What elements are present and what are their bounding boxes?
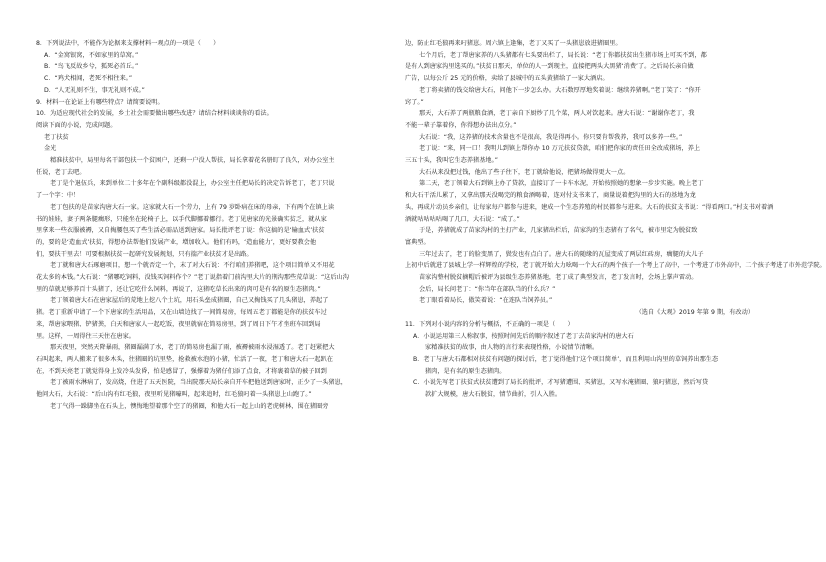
right-column-line: 是有人到唐家沟里选买的。”扶贫日那天，单位的人一到现主，直接把两头大黑猪‘消费’了。之后局长亲自做 [405, 63, 694, 71]
right-column-line: 三五十头，我叫它生态养猪基地。” [405, 157, 498, 165]
right-column-line: 老丁眼看着局长，傲笑着说：“在连队当饲养员。” [419, 297, 553, 305]
right-column-line: 那天，大石养了两瓶粮食酒，老丁亲自下厨炒了几个菜，两人对饮起来。唐大石说：“谢谢你老丁，我 [419, 110, 695, 118]
right-column-line: （选自《大观》2019 年第 9 期，有改动） [635, 309, 754, 317]
left-column-line: 他问大石，大石说：“后山沟有红毛狼，夜里听见猪嚎叫，起来追时，红毛狼叼着一头猪崽上山跑了。” [36, 391, 312, 399]
left-column-line: 里。这样，一周得往三天住在唐家。 [36, 332, 135, 340]
right-column-line: 第二天，老丁领着大石到镇上办了贷款，直接订了一卡车水泥，开始按照她的想象一步步实施。晚上老丁 [419, 180, 704, 188]
left-column-line: 老丁气得一跺脚坐在石头上，懊悔地望着那个空了的猪圈，和他大石一起上山的老虎树林，围在猪圈旁 [50, 402, 329, 410]
right-column-line: 老丁将卖猪的钱交给唐大石，问他下一步怎么办。大石数厚厚地奖着说：继续养猪啊。”老丁笑了：“你开 [419, 86, 701, 94]
left-column-line: 书的娃娃，妻子两条腿瘸形，只能坐在轮椅子上，以手代脚挪着挪行。老丁见唐家的光景确实贫乏，就从家 [36, 215, 327, 223]
right-column-line: 猪肉，是有名的原生态猪肉。 [425, 367, 506, 375]
left-column-line: D．“人无礼则不生，事无礼则不成。” [44, 86, 145, 94]
right-column-line: 三年过去了，老丁的脸变黑了，鬓发也有点白了。唐大石的随缘的瓦屋变成了两层红砖房，瘸腿的大儿子 [419, 250, 704, 258]
right-column-line: 酒就咕咕咕咕喝了几口，大石说：“成了。” [405, 215, 520, 223]
left-column-line: 里的草就足够养百十头猪了，还让它吃什么饲料，再说了，这猪吃草长出来的肉可是有名的原生态猪肉。” [36, 285, 321, 293]
left-column-line: 里拿来一些衣服被褥，又自掏腰包买了些生活必需品送到唐家。局长批评老丁说：你这搞的是‘输血式’扶贫 [36, 227, 325, 235]
right-column-line: 11．下列对小说内容的分析与概括，不正确的一项是（ ） [405, 320, 574, 328]
right-column-line: 老丁说：“来，同一口！我明儿到镇上帮你办 10 万元扶贫贷款，咱们把你家的责任田全改成猪场，养上 [419, 145, 701, 153]
left-column-line: 在，不到天亮老丁就觉得身上发冷头发昏，怕是感冒了，强撑着为猪仔们添了点食，才将裹着草的被子回到 [36, 367, 327, 375]
left-column-line: 老丁扶贫 [44, 133, 69, 141]
left-column-line: 8．下列说法中，不能作为论据来支撑材料一观点的一项是（ ） [36, 40, 220, 47]
left-column-line: 花太多的本钱。”大石说：“猪哪吃饲料，没钱买饲料作个？”老丁说指着门前沟里大片的荆沟那些荒草说：“这后山沟 [36, 274, 349, 282]
left-column-line: 老丁就和唐大石琢磨项目，想一个就否定一个，末了对大石说：不行咱们养猪吧，这个项目简单又不用花 [50, 262, 335, 270]
right-column-line: 苗家沟整村脱贫摘帽后被评为县级生态养猪基地，老丁成了典型发言，老丁发言时，会场上掌声雷动。 [419, 274, 698, 282]
left-column-line: 10．为适应现代社会的发展，乡土社会需要做出哪些改进？请结合材料谈谈你的看法。 [36, 110, 273, 118]
right-column-line: 窍了。” [405, 98, 424, 106]
right-column-line: 会后，局长问老丁：“你当年在部队当的什么兵？” [419, 285, 556, 293]
left-column [36, 38, 388, 413]
right-column [405, 38, 826, 401]
left-column-line: 金光 [44, 145, 57, 153]
left-column-line: 任说，老丁去吧。 [36, 168, 86, 176]
left-column-line: 阅读下面的小说，完成问题。 [36, 121, 117, 129]
right-column-line: 上初中后就进了县城上学一样辉煌的学校，老丁就开始大力吆喝一个大石的两个孩子一个考上了高中，一个考进了市外高中，二个孩子考进了市外范学院。 [405, 262, 826, 270]
left-column-line: 老丁被雨水淋病了，发高烧，住进了五天医院，当出院那天局长亲自开车把他送到唐家时，正少了一头猪崽， [50, 379, 347, 387]
right-column-line: B．老丁与唐大石都相对扶贫有问题的探讨后，老丁觉得他们‘这个项目简单’，而且利用山沟里的草饲养出那生态 [413, 355, 719, 363]
left-column-line: 老丁包扶的是苗家沟唐大石一家。这家就大石一个劳力，上有 79 岁卧病在床的母亲，下有两个在镇上读 [50, 203, 335, 211]
right-column-line: A．小说运用第三人称叙事，按照时间先后的顺序叙述了老丁去苗家沟村的唐大石 [413, 332, 634, 340]
right-column-line: C．小说先写老丁扶贫式扶贫遭到了局长的批评，才写猪遭围、买猪崽，又写水淹猪圈、狼叼猪崽，然后写贷 [413, 379, 709, 387]
right-column-line: 大石从来没把过钱，他出了些子往下，老丁就给他说，把猪场做得更大一点。 [419, 168, 630, 176]
left-column-line: 老丁领着唐大石在唐家屋后的荒地上挖八个土坑，用石头垒成猪圈，自己又掏钱买了几头猪崽，养起了 [50, 297, 329, 305]
left-column-line: 精准扶贫中，局里每名干部包扶一个贫困户，还剩一户没人帮扶，局长拿着花名册盯了良久，对办公室主 [50, 157, 335, 165]
right-column-line: 大石说：“我，这养猪的技术含量也不是很高，我是得再小。你只要肯帮我养，我可以多养一些。” [419, 133, 683, 141]
left-column-line: C．“鸡犬相闻，老死不相往来。” [44, 75, 133, 83]
right-column-line: 款扩大规模，唐大石脱贫，情节曲折，引人入胜。 [425, 391, 562, 399]
left-column-line: 石叫起来，两人搬来了很多木头，往猪圈的坑里垫，抢救被水泡的小猪，忙活了一夜，老丁和唐大石一起趴在 [36, 355, 333, 363]
right-column-line: 边，防止红毛狼再来叼猪崽。周六镇上逢集，老丁又买了一头猪崽放进猪圈里。 [405, 40, 622, 47]
left-column-line: 的，要的是‘造血式’扶贫，得想办法帮他们发展产业，增加收入。他们有吗，‘造血能力’，更好要教会他 [36, 238, 317, 246]
left-column-line: 们，要扶干里去！可要根据扶贫一起研究发展规划，只有揣产业扶贫才是出路。 [36, 250, 253, 258]
left-column-line: A．“金窝银窝，不如家里的草窝。” [44, 51, 139, 59]
right-column-line: 家精准扶贫的故事，由人物的言行来表现性格，小说情节清晰。 [425, 344, 599, 352]
right-column-line: 头，再成片动员乡亲们，让每家每户都参与进来，建成一个生态养殖的村民都参与进来。大石的扶贫支书说：“得看两口。”村支书对着酒 [405, 203, 774, 211]
right-column-line: 于是，养猪就成了苗家沟村的主打产业，几家猪出栏后，苗家沟的生态猪有了名气，被市里定为脱贫致 [419, 227, 698, 235]
left-column-line: 来，帮唐家喂猪、铲猪粪，白天和唐家人一起吃饭，夜里就宿在简易房里，到了周日下午才坐班车回到局 [36, 320, 321, 328]
left-column-line: 那天夜里，突然天降暴雨，猪圈漏满了水，老丁的简易房也漏了雨，被褥被雨水浸湿透了。老丁赶紧把大 [50, 344, 335, 352]
left-column-line: 9．材料一在论证上有哪些特点？请简要说明。 [36, 98, 164, 106]
left-column-line: B．“鸟飞反故乡兮，狐死必首丘。” [44, 63, 139, 71]
right-column-line: 广告，以每公斤 25 元的价格，卖给了县城中的五头黄猪给了一家大酒店。 [405, 75, 609, 83]
left-column-line: 了一个字：中！ [36, 192, 80, 200]
right-column-line: 和大石干活儿累了，又拿出那天没喝完的粮食酒喝着，连对付支书来了，商量说着把沟里的大石的基地为龙 [405, 192, 696, 200]
right-column-line: 富典型。 [405, 238, 430, 246]
left-column-line: 猪。老丁重新申请了一个下唐家的生活用品，又在山墙边找了一间简易房，每周五老丁都能是你的扶贫车过 [36, 309, 327, 317]
right-column-line: 不能一辈子靠着你，你得想办法出点分。” [405, 121, 517, 129]
left-column-line: 老丁是个退伍兵，来到单位二十多年在个副科级都没混上，办公室主任把局长的决定告诉老丁，老丁只说 [50, 180, 335, 188]
right-column-line: 七个月后，老丁帮唐家养的八头猪都有七头要出栏了，局长说：“老丁你都扶贫出生猪市场上可买不到，都 [419, 51, 707, 59]
